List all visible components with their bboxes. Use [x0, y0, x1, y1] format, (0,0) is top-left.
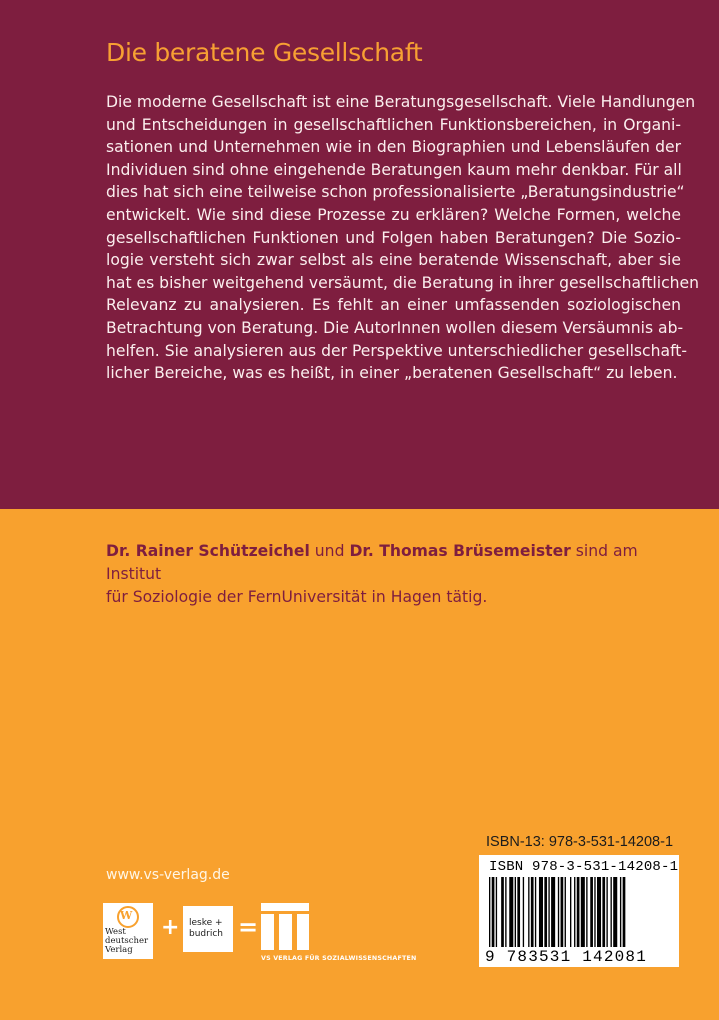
barcode-digits: 9 783531 142081 — [485, 948, 648, 966]
book-title: Die beratene Gesellschaft — [106, 38, 423, 67]
description-line: und Entscheidungen in gesellschaftlichen Funktionsbereichen, in Organi- — [106, 115, 681, 134]
description-line: Relevanz zu analysieren. Es fehlt an einer umfassenden soziologischen — [106, 296, 681, 315]
leske-budrich-logo-text: leske + budrich — [189, 918, 223, 939]
plus-sign: + — [161, 915, 180, 940]
author-name-2: Dr. Thomas Brüsemeister — [349, 542, 571, 560]
description-line: Betrachtung von Beratung. Die AutorInnen wollen diesem Versäumnis ab- — [106, 318, 684, 337]
isbn-label: ISBN-13: 978-3-531-14208-1 — [486, 834, 674, 850]
vs-verlag-logo — [261, 903, 417, 962]
description-line: sationen und Unternehmen wie in den Biographien und Lebensläufen der — [106, 138, 681, 157]
description-line: licher Bereiche, was es heißt, in einer „beratenen Gesellschaft“ zu leben. — [106, 364, 678, 383]
leske-budrich-logo — [183, 906, 233, 952]
equals-sign: = — [238, 913, 259, 941]
author-connector: und — [309, 542, 350, 560]
author-affiliation-2: für Soziologie der FernUniversität in Hagen tätig. — [106, 588, 488, 606]
description-line: gesellschaftlichen Funktionen und Folgen haben Beratungen? Die Sozio- — [106, 228, 681, 247]
description-line: helfen. Sie analysieren aus der Perspektive unterschiedlicher gesellschaft- — [106, 341, 688, 360]
book-description — [106, 91, 700, 385]
author-affiliation-1: sind am Institut — [106, 542, 638, 583]
description-line: Individuen sind ohne eingehende Beratungen kaum mehr denkbar. Für all — [106, 160, 682, 179]
description-line: Die moderne Gesellschaft ist eine Beratungsgesellschaft. Viele Handlungen — [106, 93, 696, 111]
westdeutscher-verlag-logo — [103, 903, 153, 959]
publisher-website: www.vs-verlag.de — [106, 867, 230, 883]
description-line: entwickelt. Wie sind diese Prozesse zu erklären? Welche Formen, welche — [106, 205, 681, 224]
barcode-isbn-text: ISBN 978-3-531-14208-1 — [489, 859, 679, 875]
westdeutscher-logo-text: West deutscher Verlag — [105, 927, 149, 955]
description-line: dies hat sich eine teilweise schon professionalisierte „Beratungsindustrie“ — [106, 183, 685, 202]
vs-verlag-mark-icon — [261, 903, 311, 951]
barcode-bars-icon — [487, 877, 673, 947]
barcode — [479, 855, 679, 967]
westdeutscher-w-icon: W — [120, 909, 133, 922]
vs-verlag-logo-text: VS VERLAG FÜR SOZIALWISSENSCHAFTEN — [261, 955, 417, 962]
maroon-panel — [0, 0, 719, 509]
author-info — [106, 540, 666, 609]
description-line: hat es bisher weitgehend versäumt, die Beratung in ihrer gesellschaftlichen — [106, 273, 700, 292]
description-line: logie versteht sich zwar selbst als eine beratende Wissenschaft, aber sie — [106, 251, 681, 270]
author-name-1: Dr. Rainer Schützeichel — [106, 542, 310, 560]
